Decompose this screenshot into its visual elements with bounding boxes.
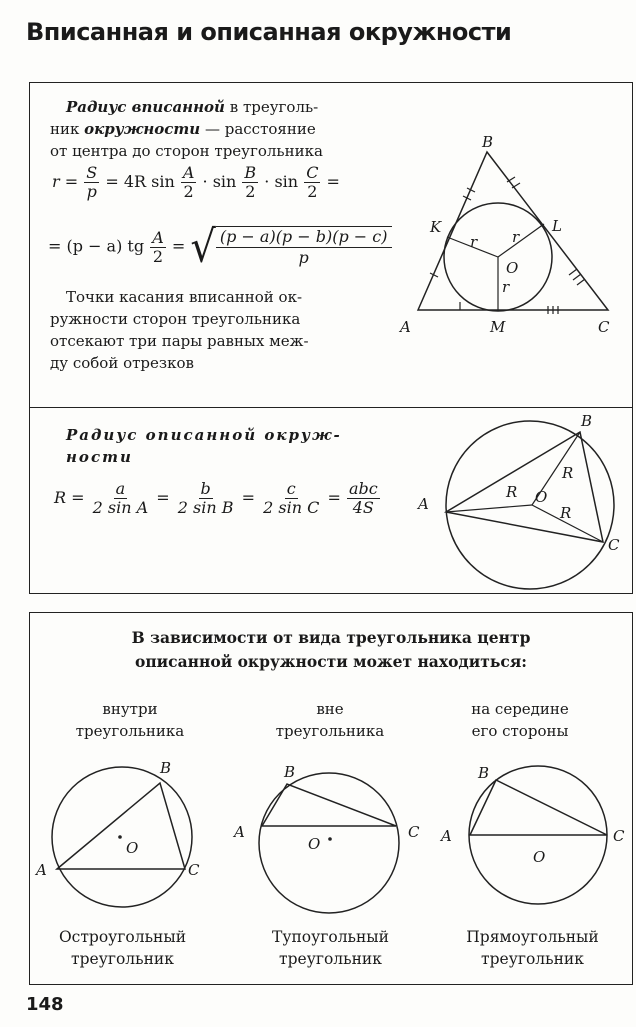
label-r2: r [512, 228, 520, 246]
formula-symbol: 2 [307, 182, 318, 201]
case-right-where [435, 698, 605, 742]
formula-symbol: 2 sin C [263, 498, 320, 517]
inscribed-note [50, 286, 370, 374]
label-a: A [234, 823, 245, 841]
definition-text: Радиус описанной окруж- [66, 426, 342, 444]
formula-symbol: b [200, 479, 211, 498]
label-r3: R [560, 504, 572, 522]
label-a: A [418, 495, 429, 513]
triangle-abc [57, 783, 185, 869]
formula-symbol: = [327, 488, 341, 507]
label-a: A [400, 318, 411, 336]
formula-symbol: a [115, 479, 126, 498]
formula-symbol: abc [348, 479, 378, 498]
definition-text: в треуголь- [224, 98, 319, 116]
formula-symbol: S [86, 163, 98, 182]
formula-symbol: (p − a)(p − b)(p − c) [216, 227, 392, 248]
label-b: B [284, 763, 296, 781]
circumcircle [259, 773, 399, 913]
case-acute-where [45, 698, 215, 742]
heading-line: описанной окружности может находиться: [135, 652, 527, 671]
formula-symbol: 4S [352, 498, 374, 517]
obtuse-triangle-figure [230, 755, 430, 925]
label-l: L [552, 217, 562, 235]
label-b: B [581, 412, 593, 430]
label-c: C [408, 823, 420, 841]
formula-symbol: R [54, 488, 67, 507]
case-obtuse-where [245, 698, 415, 742]
inscribed-term: Радиус вписанной [66, 98, 225, 116]
formula-symbol: · sin [264, 172, 299, 191]
heading-line: В зависимости от вида треугольника центр [131, 628, 531, 647]
formula-symbol: = [105, 172, 119, 191]
case-text: треугольника [75, 722, 185, 740]
inscribed-formula-line2 [48, 221, 392, 273]
formula-symbol: A [182, 163, 195, 182]
definition-text: ности [66, 448, 133, 466]
formula-symbol: = [241, 488, 256, 507]
formula-symbol: A [152, 227, 164, 247]
circumscribed-formula [54, 480, 381, 517]
note-line: отсекают три пары равных меж- [50, 332, 309, 350]
label-c: C [608, 536, 620, 554]
formula-symbol: r [52, 172, 60, 191]
case-text: треугольник [71, 950, 174, 968]
case-text: его стороны [471, 722, 569, 740]
inscribed-definition [50, 96, 386, 162]
formula-symbol: C [306, 163, 319, 182]
case-text: вне [316, 700, 344, 718]
circumscribed-figure [410, 412, 630, 592]
label-k: K [430, 218, 442, 236]
label-c: C [188, 861, 200, 879]
formula-symbol: p [298, 248, 309, 267]
triangle-abc [446, 432, 603, 542]
formula-symbol: 2 sin A [92, 498, 149, 517]
note-line: Точки касания вписанной ок- [66, 288, 303, 306]
case-text: треугольник [481, 950, 584, 968]
definition-text: от центра до сторон треугольника [50, 142, 323, 160]
label-b: B [482, 133, 494, 151]
label-a: A [441, 827, 452, 845]
formula-symbol: = (p − a) tg [48, 236, 145, 256]
case-text: внутри [102, 700, 158, 718]
circumscribed-definition [66, 424, 342, 468]
note-line: ду собой отрезков [50, 354, 194, 372]
inscribed-formula-line1 [52, 164, 340, 201]
formula-symbol: = [171, 236, 186, 256]
formula-symbol: B [244, 163, 257, 182]
case-text: треугольника [275, 722, 385, 740]
case-acute-kind [30, 926, 215, 970]
label-b: B [478, 764, 490, 782]
label-a: A [36, 861, 47, 879]
page-number: 148 [26, 994, 64, 1015]
label-m: M [490, 318, 506, 336]
formula-symbol: 2 [152, 246, 164, 266]
case-text: Прямоугольный [466, 928, 599, 946]
note-line: ружности сторон треугольника [50, 310, 301, 328]
label-o: O [535, 488, 548, 506]
definition-text: — расстояние [200, 120, 316, 138]
formula-symbol: 2 sin B [177, 498, 234, 517]
case-text: Остроугольный [58, 928, 187, 946]
center-position-heading [29, 626, 633, 674]
formula-symbol: = [326, 172, 340, 191]
label-c: C [613, 827, 625, 845]
case-text: треугольник [279, 950, 382, 968]
label-o: O [533, 848, 546, 866]
formula-symbol: 2 [245, 182, 256, 201]
formula-symbol: = [156, 488, 170, 507]
label-o: O [308, 835, 321, 853]
label-r1: r [470, 233, 478, 251]
label-r3: r [502, 278, 510, 296]
definition-text: ник [50, 120, 85, 138]
center-point [328, 837, 332, 841]
label-r1: R [506, 483, 518, 501]
label-c: C [598, 318, 610, 336]
formula-symbol: 4R sin [123, 172, 175, 191]
case-right-kind [440, 926, 625, 970]
formula-symbol: = [64, 172, 79, 191]
formula-symbol: · sin [202, 172, 237, 191]
label-o: O [506, 259, 519, 277]
right-triangle-figure [430, 755, 635, 925]
label-b: B [160, 759, 172, 777]
acute-triangle-figure [30, 755, 230, 925]
inscribed-triangle-figure [390, 130, 626, 345]
formula-symbol: p [86, 182, 97, 201]
triangle-abc [470, 780, 607, 835]
formula-symbol: = [71, 488, 85, 507]
radius-ol [498, 224, 544, 257]
case-obtuse-kind [238, 926, 423, 970]
circumcircle [52, 767, 192, 907]
case-text: Тупоугольный [272, 928, 389, 946]
case-text: на середине [471, 700, 569, 718]
label-o: O [126, 839, 139, 857]
formula-symbol: 2 [183, 182, 194, 201]
page-title: Вписанная и описанная окружности [26, 18, 512, 46]
label-r2: R [562, 464, 574, 482]
inscribed-term-2: окружности [84, 120, 201, 138]
center-point [118, 835, 122, 839]
radius-oa [446, 505, 532, 512]
sqrt-sign: √ [190, 221, 216, 273]
formula-symbol: c [286, 479, 296, 498]
